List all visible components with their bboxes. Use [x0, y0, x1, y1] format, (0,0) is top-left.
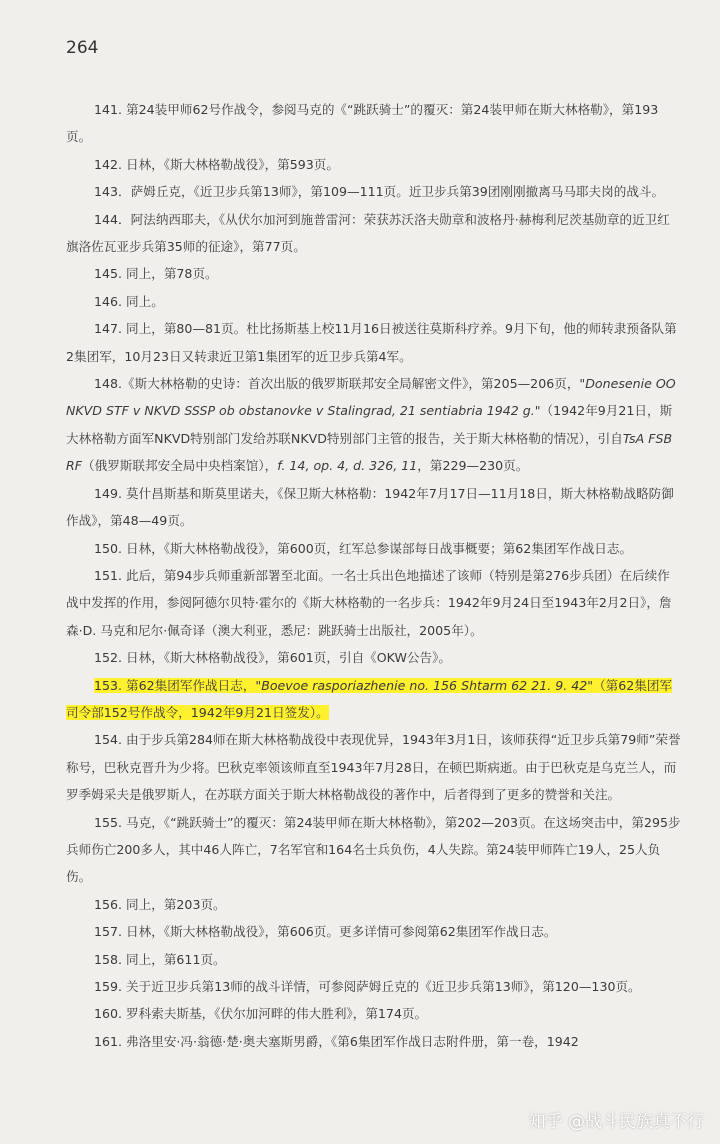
highlighted-text: [66, 678, 672, 720]
endnote-144: [66, 206, 682, 261]
endnotes-list: [66, 96, 682, 1055]
note-text: 150. 日林，《斯大林格勒战役》，第600页，红军总参谋部每日战事概要；第62集团军作战日志。: [94, 540, 633, 556]
endnote-159: [66, 973, 682, 1000]
italic-citation: f. 14, op. 4, d. 326, 11: [277, 458, 418, 474]
note-text: 143．萨姆丘克，《近卫步兵第13师》，第109—111页。近卫步兵第39团刚刚撤离马马耶夫岗的战斗。: [94, 184, 665, 200]
note-text: 160. 罗科索夫斯基，《伏尔加河畔的伟大胜利》，第174页。: [94, 1006, 428, 1022]
note-text: 157. 日林，《斯大林格勒战役》，第606页。更多详情可参阅第62集团军作战日志。: [94, 924, 557, 940]
note-text: 149. 莫什昌斯基和斯莫里诺夫，《保卫斯大林格勒：1942年7月17日—11月18日，斯大林格勒战略防御作战》，第48—49页。: [66, 485, 674, 529]
endnote-158: [66, 946, 682, 973]
endnote-150: [66, 535, 682, 562]
note-text: 158. 同上，第611页。: [94, 951, 226, 967]
page-number: 264: [66, 38, 99, 58]
endnote-154: [66, 726, 682, 808]
endnote-156: [66, 891, 682, 918]
endnote-143: [66, 178, 682, 205]
note-text: （俄罗斯联邦安全局中央档案馆），: [82, 458, 278, 474]
endnote-149: [66, 480, 682, 535]
note-text: 161. 弗洛里安·冯·翁德·楚·奥夫塞斯男爵，《第6集团军作战日志附件册，第一卷，1942: [94, 1033, 579, 1049]
italic-citation: "Boevoe rasporiazhenie no. 156 Shtarm 62 21. 9. 42": [255, 677, 594, 693]
note-text: 156. 同上，第203页。: [94, 896, 226, 912]
endnote-141: [66, 96, 682, 151]
note-text: 141. 第24装甲师62号作战令，参阅马克的《“跳跃骑士”的覆灭：第24装甲师在斯大林格勒》，第193页。: [66, 102, 659, 145]
watermark: 知乎 @战斗民族真不行: [528, 1112, 704, 1132]
note-text: 153. 第62集团军作战日志，: [94, 677, 256, 693]
note-text: 144．阿法纳西耶夫，《从伏尔加河到施普雷河：荣获苏沃洛夫勋章和波格丹·赫梅利尼茨基勋章的近卫红旗洛佐瓦亚步兵第35师的征途》，第77页。: [66, 211, 670, 255]
note-text: 154. 由于步兵第284师在斯大林格勒战役中表现优异，1943年3月1日，该师获得“近卫步兵第79师”荣誉称号，巴秋克晋升为少将。巴秋克率领该师直至1943年7月28日，在顿巴斯病逝。由于巴秋克是乌克兰人，而罗季姆采夫是俄罗斯人，在苏联方面关于斯大林格勒战役的著作中，后者得到了更多的赞誉和关注。: [66, 732, 681, 803]
endnote-148: [66, 370, 682, 480]
endnote-147: [66, 315, 682, 370]
note-text: 152. 日林，《斯大林格勒战役》，第601页，引自《OKW公告》。: [94, 650, 452, 666]
endnote-142: [66, 151, 682, 178]
note-text: 146. 同上。: [94, 293, 164, 309]
note-text: 155. 马克，《“跳跃骑士”的覆灭：第24装甲师在斯大林格勒》，第202—203页。在这场突击中，第295步兵师伤亡200多人，其中46人阵亡，7名军官和164名士兵负伤，4人失踪。第24装甲师阵亡19人，25人负伤。: [66, 814, 681, 885]
endnote-161: [66, 1028, 682, 1055]
note-text: 159. 关于近卫步兵第13师的战斗详情，可参阅萨姆丘克的《近卫步兵第13师》，第120—130页。: [94, 979, 641, 994]
endnote-151: [66, 562, 682, 644]
note-text: ，第229—230页。: [417, 458, 529, 474]
endnote-145: [66, 260, 682, 287]
note-text: 151. 此后，第94步兵师重新部署至北面。一名士兵出色地描述了该师（特别是第276步兵团）在后续作战中发挥的作用，参阅阿德尔贝特·霍尔的《斯大林格勒的一名步兵：1942年9月24日至1943年2月2日》，詹森·D. 马克和尼尔·佩奇译（澳大利亚，悉尼：跳跃骑士出版社，2005年）。: [66, 567, 672, 638]
italic-citation: "Donesenie OO NKVD STF v NKVD SSSP ob obstanovke v Stalingrad, 21 sentiabria 1942 g.": [66, 376, 676, 419]
endnote-157: [66, 918, 682, 945]
endnote-152: [66, 644, 682, 671]
endnote-155: [66, 809, 682, 891]
note-text: （1942年9月21日，斯大林格勒方面军NKVD特别部门发给苏联NKVD特别部门主管的报告，关于斯大林格勒的情况），引自: [66, 403, 673, 446]
italic-citation: TsA FSB RF: [66, 430, 673, 474]
endnote-160: [66, 1000, 682, 1027]
endnote-153: [66, 672, 682, 727]
note-text: （第62集团军司令部152号作战令，1942年9月21日签发）。: [66, 677, 673, 720]
note-text: 145. 同上，第78页。: [94, 266, 218, 282]
note-text: 142. 日林，《斯大林格勒战役》，第593页。: [94, 156, 339, 172]
note-text: 147. 同上，第80—81页。杜比扬斯基上校11月16日被送往莫斯科疗养。9月下旬，他的师转隶预备队第2集团军，10月23日又转隶近卫第1集团军的近卫步兵第4军。: [66, 321, 677, 364]
note-text: 148.《斯大林格勒的史诗：首次出版的俄罗斯联邦安全局解密文件》，第205—206页，: [94, 376, 580, 392]
endnote-146: [66, 288, 682, 315]
